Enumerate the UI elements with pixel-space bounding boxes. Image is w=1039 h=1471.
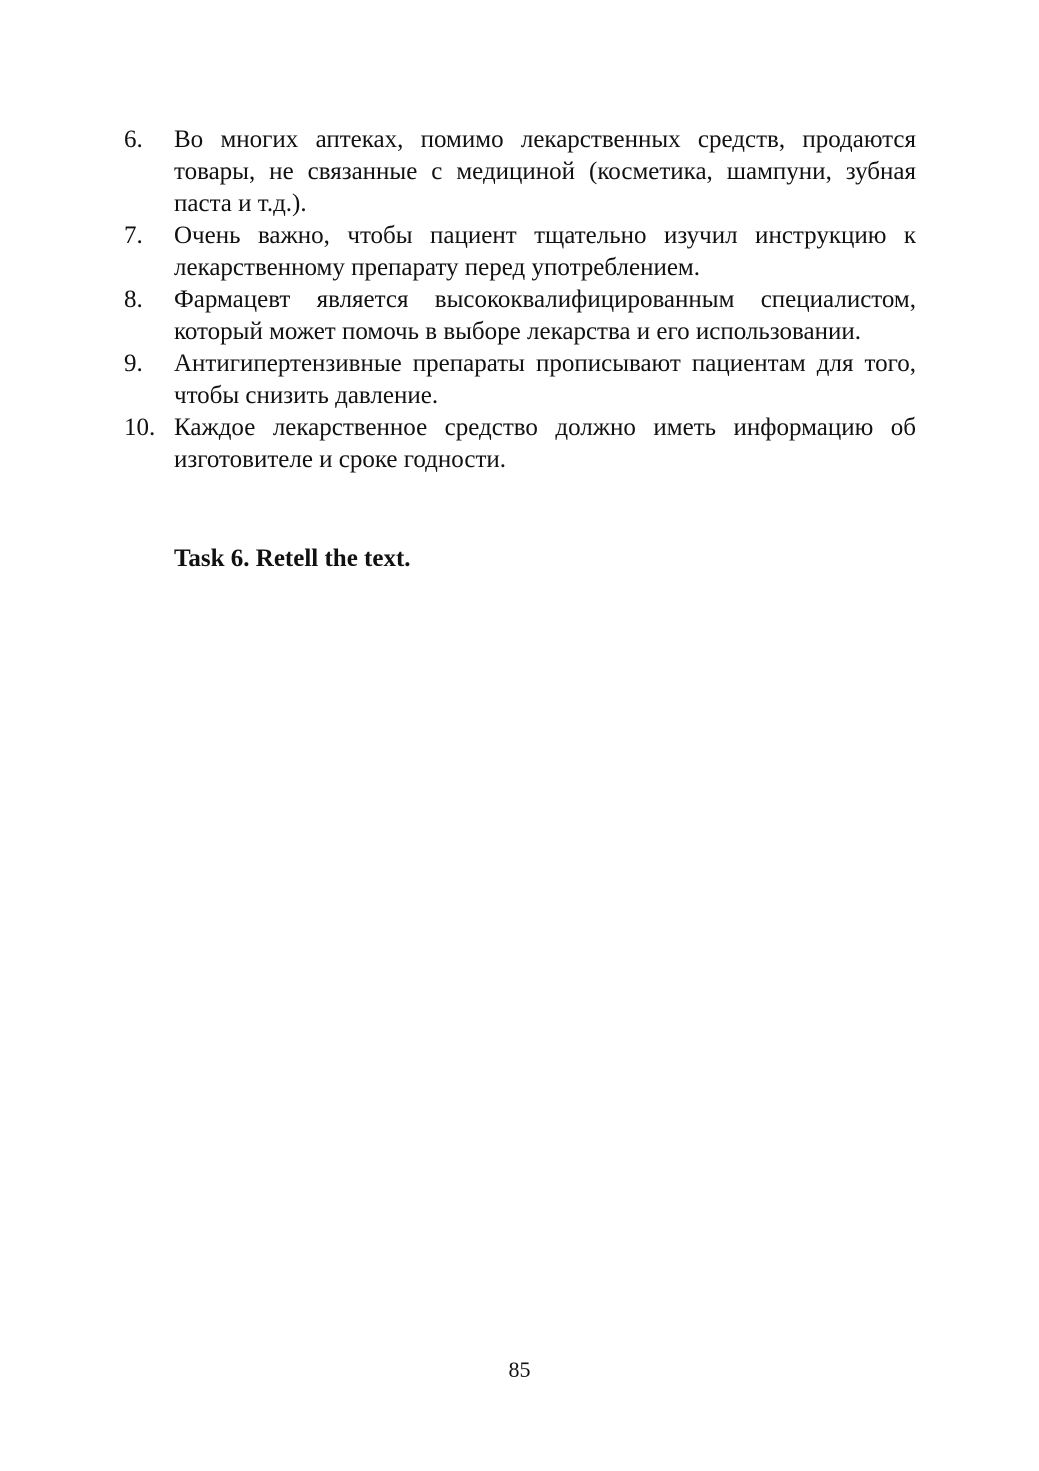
list-item: [124, 412, 916, 476]
item-number: 9.: [124, 350, 143, 377]
list-item: [124, 124, 916, 220]
task-heading: Task 6. Retell the text.: [174, 545, 411, 572]
item-text: Фармацевт является высококвалифицированным специалистом, который может помочь в выборе лекарства и его использовании.: [174, 286, 916, 345]
list-item: [124, 348, 916, 412]
item-text: Антигипертензивные препараты прописывают пациентам для того, чтобы снизить давление.: [174, 350, 916, 409]
list-item: [124, 220, 916, 284]
item-text: Во многих аптеках, помимо лекарственных средств, продаются товары, не связанные с медициной (косметика, шампуни, зубная паста и т.д.).: [174, 126, 916, 217]
item-text: Очень важно, чтобы пациент тщательно изучил инструкцию к лекарственному препарату перед употреблением.: [174, 222, 916, 281]
item-number: 6.: [124, 126, 143, 153]
item-text: Каждое лекарственное средство должно иметь информацию об изготовителе и сроке годности.: [174, 414, 916, 473]
sentence-list: [124, 124, 916, 476]
list-item: [124, 284, 916, 348]
item-number: 8.: [124, 286, 143, 313]
item-number: 10.: [124, 414, 156, 441]
page-number: 85: [508, 1357, 531, 1382]
item-number: 7.: [124, 222, 143, 249]
